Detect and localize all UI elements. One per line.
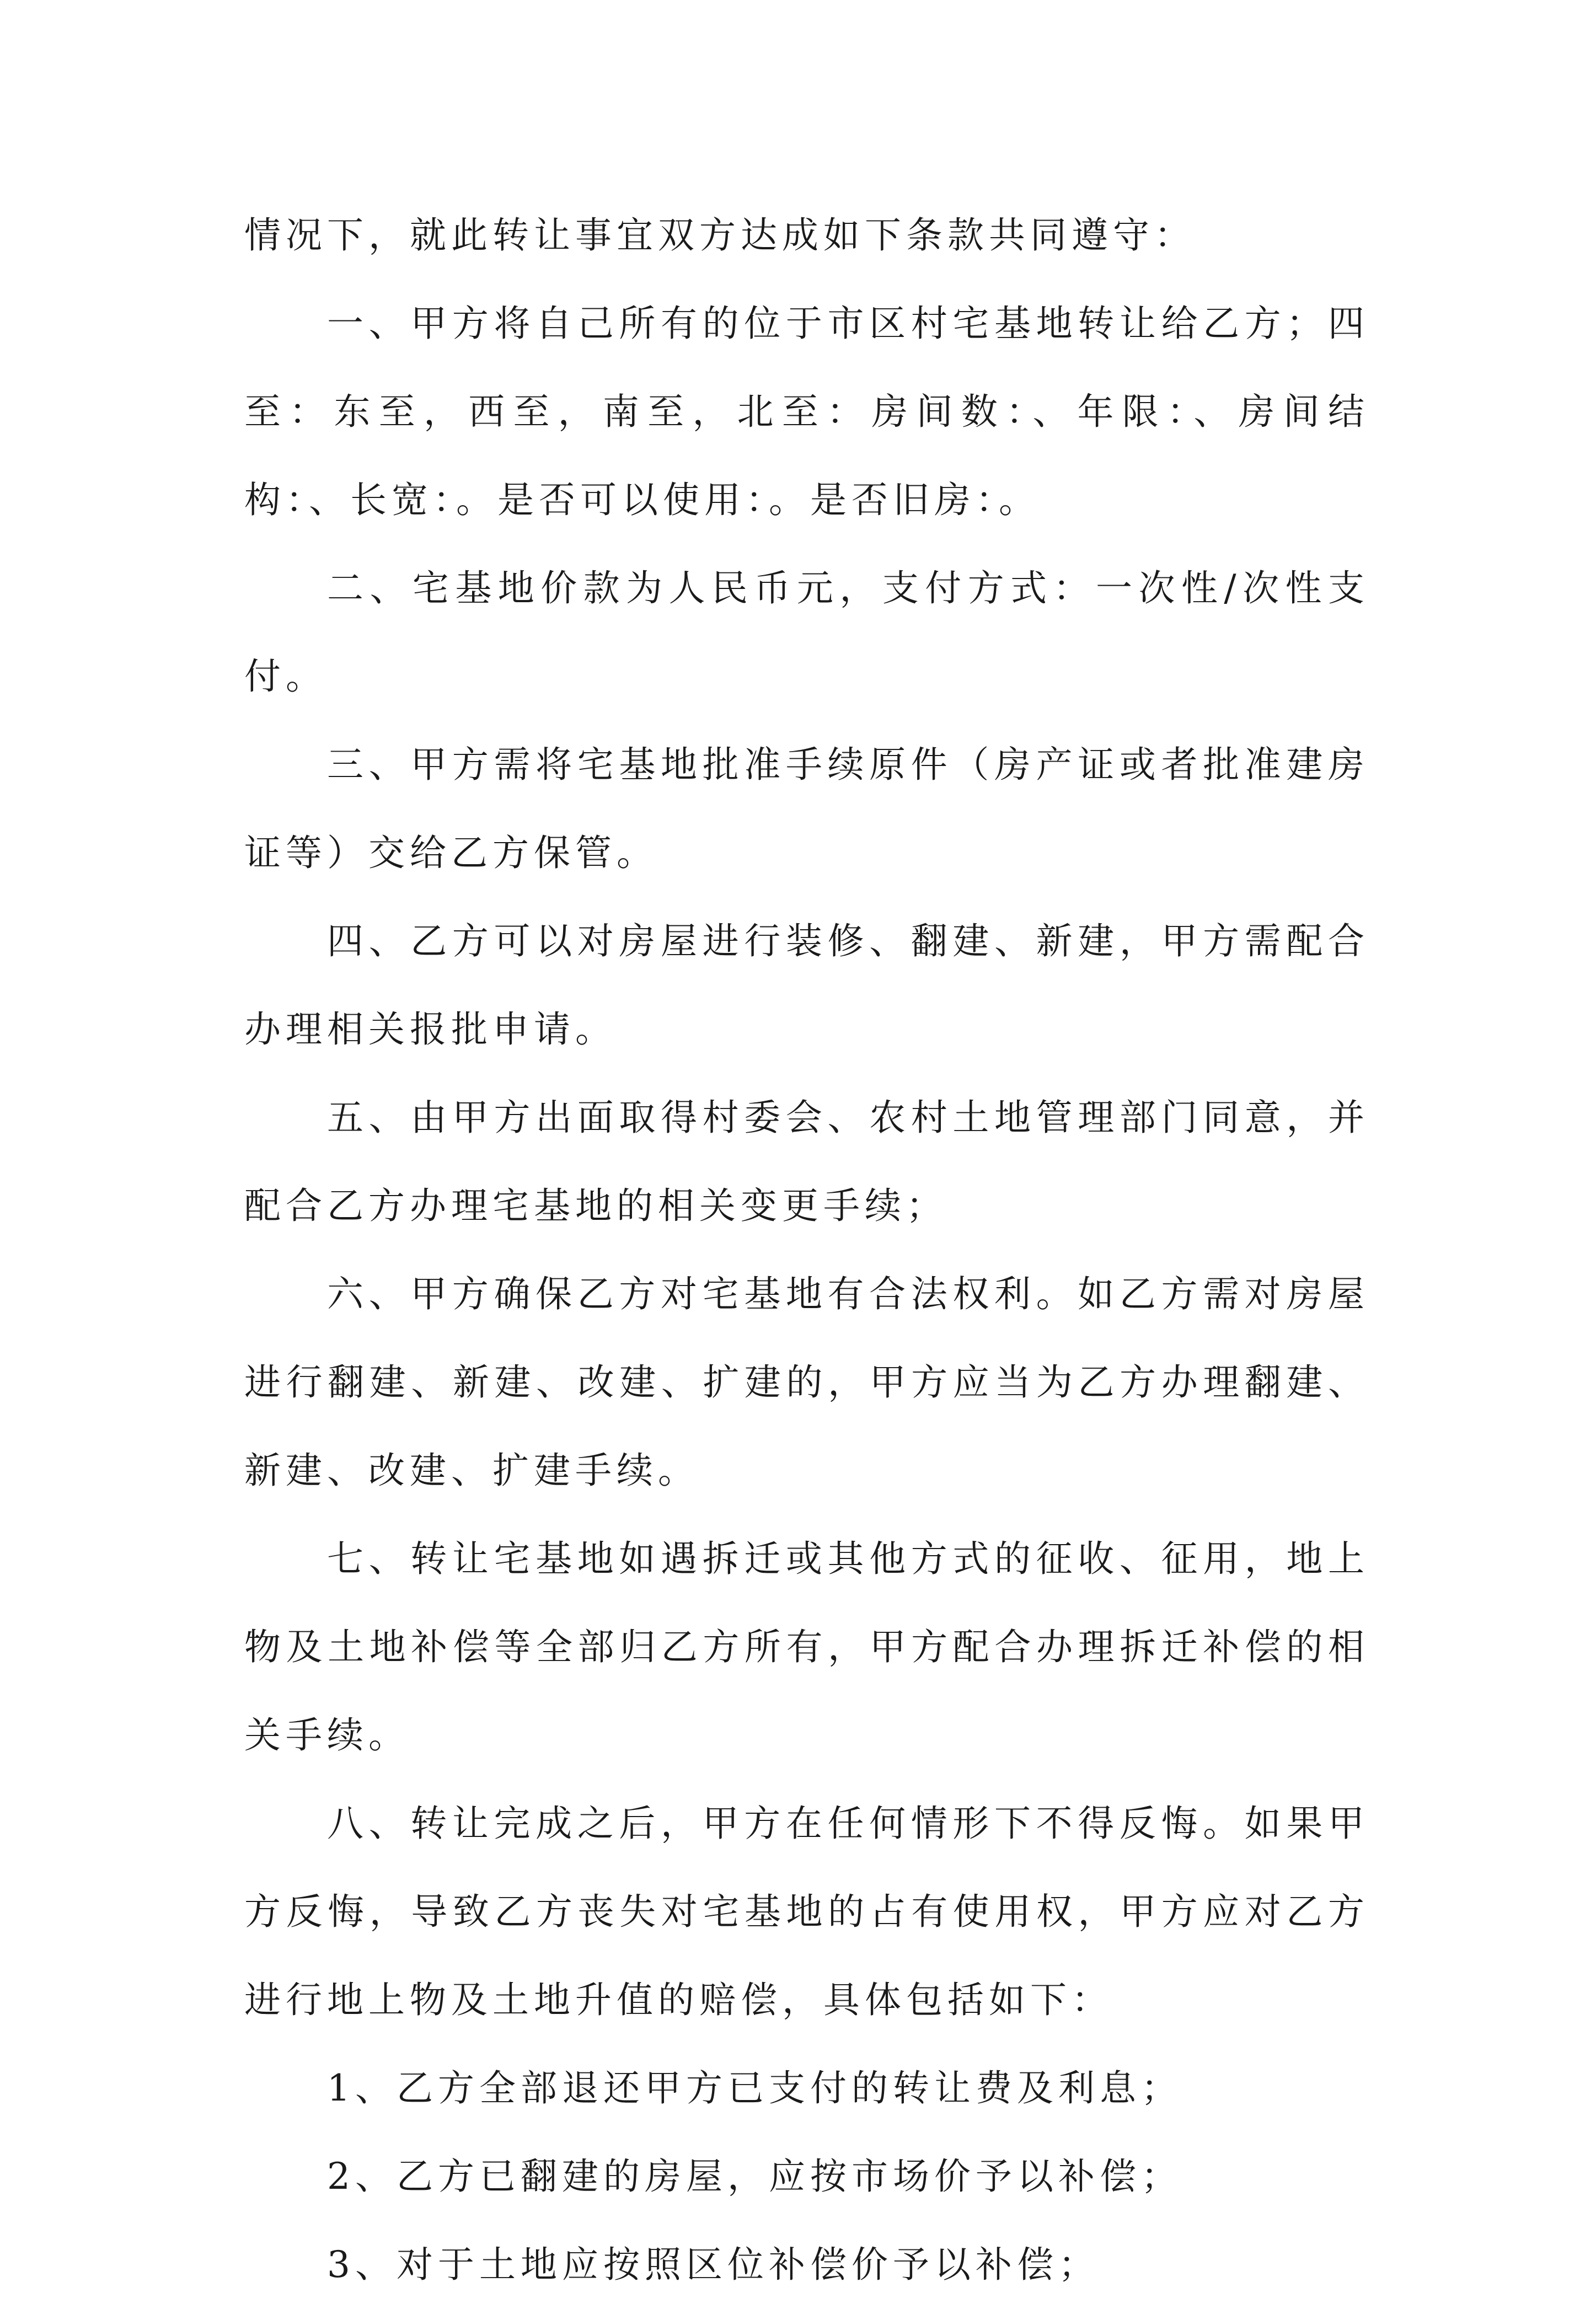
clause-7: 七、转让宅基地如遇拆迁或其他方式的征收、征用，地上物及土地补偿等全部归乙方所有，甲方配合办理拆迁补偿的相关手续。 — [244, 1537, 1369, 1756]
list-item-1: 1、乙方全部退还甲方已支付的转让费及利息； — [327, 2067, 1182, 2109]
list-item-3: 3、对于土地应按照区位补偿价予以补偿； — [327, 2243, 1100, 2286]
clause-6: 六、甲方确保乙方对宅基地有合法权利。如乙方需对房屋进行翻建、新建、改建、扩建的，甲方应当为乙方办理翻建、新建、改建、扩建手续。 — [244, 1273, 1369, 1492]
clause-5: 五、由甲方出面取得村委会、农村土地管理部门同意，并配合乙方办理宅基地的相关变更手续； — [244, 1096, 1369, 1227]
clause-2: 二、宅基地价款为人民币元，支付方式：一次性/次性支付。 — [244, 567, 1369, 698]
clause-3: 三、甲方需将宅基地批准手续原件（房产证或者批准建房证等）交给乙方保管。 — [244, 743, 1369, 874]
clause-8: 八、转让完成之后，甲方在任何情形下不得反悔。如果甲方反悔，导致乙方丧失对宅基地的占有使用权，甲方应对乙方进行地上物及土地升值的赔偿，具体包括如下： — [244, 1802, 1369, 2021]
clause-4: 四、乙方可以对房屋进行装修、翻建、新建，甲方需配合办理相关报批申请。 — [244, 920, 1369, 1051]
document-body — [244, 191, 1369, 2309]
list-item-2: 2、乙方已翻建的房屋，应按市场价予以补偿； — [327, 2155, 1182, 2198]
paragraph-intro: 情况下，就此转让事宜双方达成如下条款共同遵守： — [244, 214, 1196, 256]
clause-1: 一、甲方将自己所有的位于市区村宅基地转让给乙方；四至：东至，西至，南至，北至：房间数：、年限：、房间结构：、长宽：。是否可以使用：。是否旧房：。 — [244, 302, 1369, 521]
